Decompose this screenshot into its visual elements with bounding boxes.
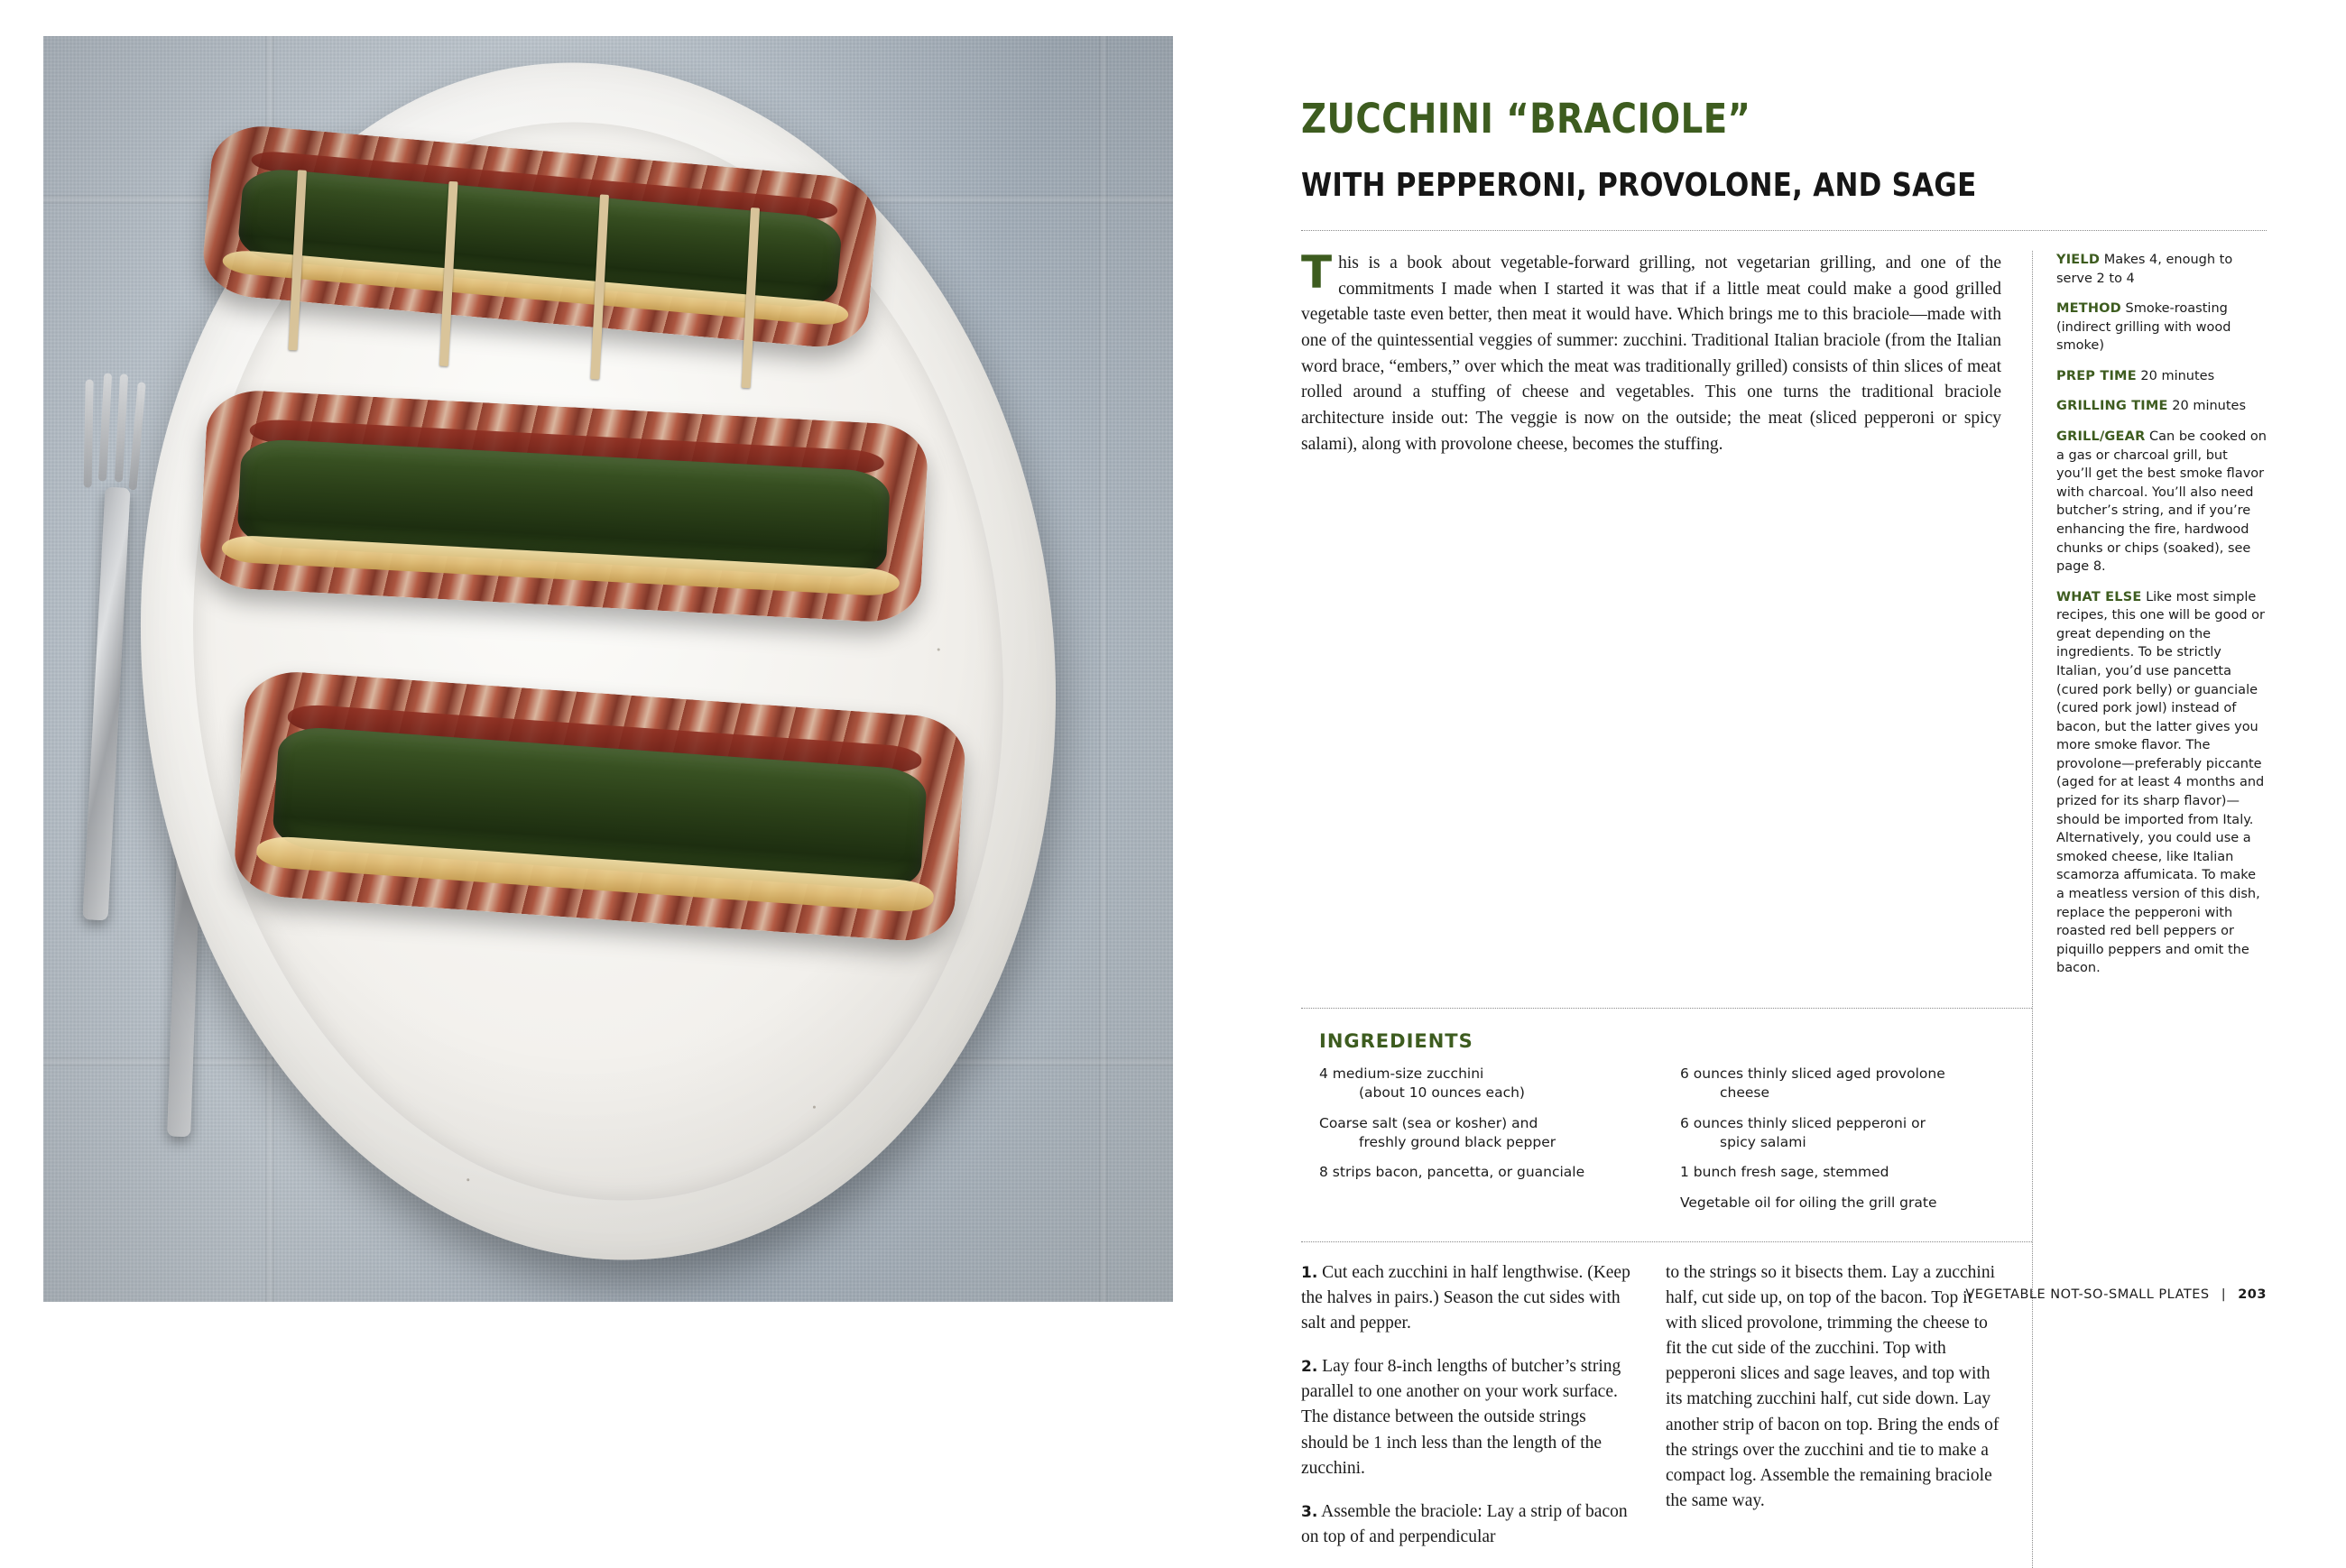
spec-value: 20 minutes <box>2140 368 2215 383</box>
step-text: Assemble the braciole: Lay a strip of bacon on top of and perpendicular <box>1301 1501 1628 1546</box>
spec-label: YIELD <box>2056 253 2101 267</box>
spec-prep-time <box>2056 367 2267 386</box>
ingredient-continuation: freshly ground black pepper <box>1359 1133 1556 1150</box>
step-item-continued <box>1666 1260 2000 1514</box>
recipe-page <box>1173 0 2346 1546</box>
ingredient-continuation: spicy salami <box>1720 1133 1806 1150</box>
ingredient-item <box>1680 1114 2005 1153</box>
ingredients-column-left <box>1319 1065 1644 1223</box>
photo-page <box>0 0 1173 1338</box>
zucchini-braciole-platter-photo <box>43 36 1173 1302</box>
ingredient-item <box>1680 1163 2005 1182</box>
step-item <box>1301 1354 1635 1480</box>
steps-column-left <box>1301 1260 1635 1568</box>
divider-under-title <box>1301 230 2267 231</box>
specs-column-spacer <box>2032 990 2267 1568</box>
step-item <box>1301 1499 1635 1550</box>
ingredient-item <box>1319 1114 1644 1153</box>
steps-column-right <box>1666 1260 2000 1568</box>
divider-above-steps <box>1301 1241 2032 1242</box>
spec-value: Like most simple recipes, this one will be good or great depending on the ingredients. To be strictly Italian, you’d use pancetta (cured pork belly) or guanciale (cured pork jowl) instead of bacon, but the latter gives you more smoke flavor. The provolone—preferably piccante (aged for at least 4 months and prized for its sharp flavor)—should be imported from Italy. Alternatively, you could use a smoked cheese, like Italian scamorza affumicata. To make a meatless version of this dish, replace the pepperoni with roasted red bell peppers or piquillo peppers and omit the bacon. <box>2056 589 2266 976</box>
ingredient-text: 1 bunch fresh sage, stemmed <box>1680 1164 1889 1181</box>
recipe-specs <box>2032 251 2267 990</box>
spec-value: Makes 4, enough to serve 2 to 4 <box>2056 253 2233 286</box>
ingredient-continuation: (about 10 ounces each) <box>1359 1084 1525 1102</box>
braciole-roll <box>199 388 929 624</box>
spec-label: PREP TIME <box>2056 368 2137 383</box>
footer-separator: | <box>2221 1287 2227 1302</box>
spec-label: GRILLING TIME <box>2056 399 2168 414</box>
spec-grilling-time <box>2056 397 2267 416</box>
spec-label: GRILL/GEAR <box>2056 429 2146 445</box>
ingredient-item <box>1680 1065 2005 1103</box>
step-text: to the strings so it bisects them. Lay a zucchini half, cut side up, on top of the bacon. Top it with sliced provolone, trimming the cheese to fit the cut side of the zucchini. Top with pepperoni slices and sage leaves, and top with its matching zucchini half, cut side down. Lay another strip of bacon on top. Bring the ends of the strings over the zucchini and tie to make a compact log. Assemble the remaining braciole the same way. <box>1666 1263 2000 1510</box>
spec-value: Smoke-roasting (indirect grilling with wood smoke) <box>2056 301 2231 354</box>
ingredients-column-right <box>1680 1065 2005 1223</box>
recipe-subtitle: WITH PEPPERONI, PROVOLONE, AND SAGE <box>1301 166 1977 204</box>
ingredient-item <box>1319 1065 1644 1103</box>
drop-cap: T <box>1301 246 1333 299</box>
divider-above-ingredients <box>1301 1008 2032 1009</box>
spec-value: Can be cooked on a gas or charcoal grill, but you’ll get the best smoke flavor with charcoal. You’ll also need butcher’s string, and if you’re enhancing the fire, hardwood chunks or chips (soaked), see page 8. <box>2056 429 2267 575</box>
spec-what-else <box>2056 588 2267 978</box>
spec-label: METHOD <box>2056 301 2121 317</box>
tablecloth-seam-vertical <box>1099 36 1108 1302</box>
step-item <box>1301 1260 1635 1336</box>
spec-grill-gear <box>2056 428 2267 576</box>
ingredient-text: 6 ounces thinly sliced pepperoni or <box>1680 1114 1926 1131</box>
ingredient-continuation: cheese <box>1720 1084 1770 1102</box>
spec-value: 20 minutes <box>2172 399 2247 414</box>
page-footer <box>1965 1287 2267 1302</box>
spec-yield <box>2056 251 2267 288</box>
ingredients-heading: INGREDIENTS <box>1319 1029 1473 1052</box>
intro-text: his is a book about vegetable-forward grilling, not vegetarian grilling, and one of the commitments I made when I started it was that if a little meat could make a good grilled vegetable taste even better, then meat it would have. Which brings me to this braciole—made with one of the quintessential veggies of summer: zucchini. Traditional Italian braciole (from the Italian word brace, “embers,” over which the meat was traditionally grilled) consists of thin slices of meat rolled around a stuffing of cheese and vegetables. This one turns the traditional braciole architecture inside out: The veggie is now on the outside; the meat (sliced pepperoni or spicy salami), along with provolone cheese, becomes the stuffing. <box>1301 254 2001 454</box>
ingredient-text: Vegetable oil for oiling the grill grate <box>1680 1194 1937 1211</box>
ingredients-list <box>1319 1065 2014 1223</box>
ingredient-text: 8 strips bacon, pancetta, or guanciale <box>1319 1164 1585 1181</box>
ingredient-text: 4 medium-size zucchini <box>1319 1065 1484 1082</box>
ingredient-item <box>1680 1194 2005 1213</box>
recipe-title: ZUCCHINI “BRACIOLE” <box>1301 95 1751 143</box>
recipe-steps <box>1301 1260 2032 1568</box>
recipe-intro <box>1301 246 2032 990</box>
spec-method <box>2056 300 2267 355</box>
step-number: 3. <box>1301 1502 1318 1521</box>
ingredient-text: Coarse salt (sea or kosher) and <box>1319 1114 1538 1131</box>
step-text: Cut each zucchini in half lengthwise. (Keep the halves in pairs.) Season the cut sides with salt and pepper. <box>1301 1263 1630 1333</box>
page-number: 203 <box>2238 1287 2267 1302</box>
spec-label: WHAT ELSE <box>2056 589 2142 604</box>
footer-section: VEGETABLE NOT-SO-SMALL PLATES <box>1965 1287 2210 1302</box>
ingredient-item <box>1319 1163 1644 1182</box>
step-number: 1. <box>1301 1264 1318 1283</box>
ingredient-text: 6 ounces thinly sliced aged provolone <box>1680 1065 1945 1082</box>
step-number: 2. <box>1301 1358 1318 1377</box>
step-text: Lay four 8-inch lengths of butcher’s string parallel to one another on your work surface. The distance between the outside strings should be 1 inch less than the length of the zucchini. <box>1301 1357 1621 1478</box>
